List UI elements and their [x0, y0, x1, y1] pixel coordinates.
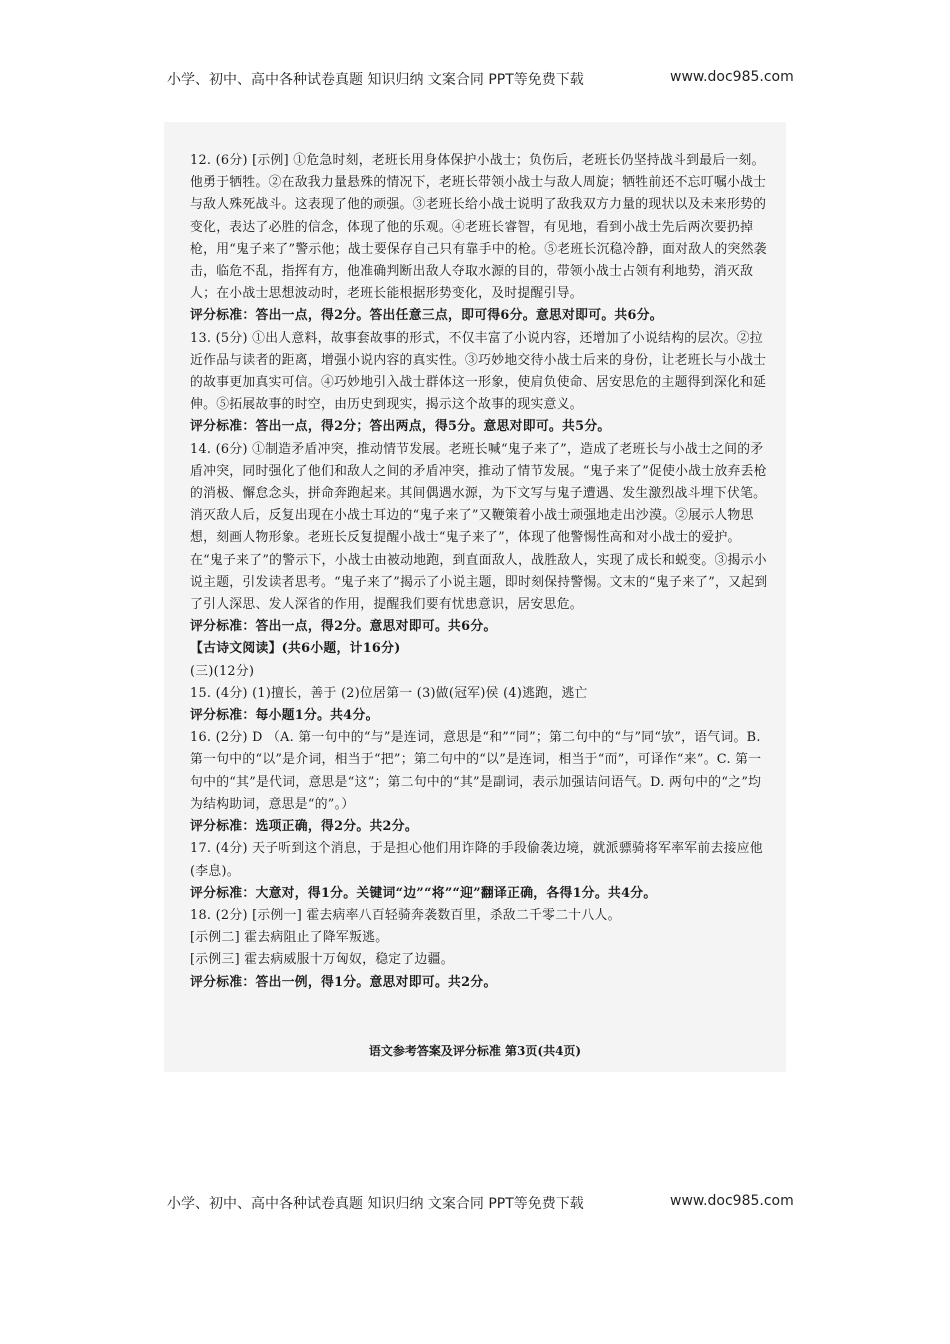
question-17: 17. (4分) 天子听到这个消息，于是担心他们用诈降的手段偷袭边境，就派骠骑将军率军前去接应他(李息)。 — [190, 841, 763, 879]
scoring-17: 评分标准：大意对，得1分。关键词“边”“将”“迎”翻译正确，各得1分。共4分。 — [190, 885, 657, 901]
question-16: 16. (2分) D （A. 第一句中的“与”是连词，意思是“和”“同”；第二句中的“与”同“欤”，语气词。B. 第一句中的“以”是介词，相当于“把”；第二句中的“以”是连词，相当于“而”，可译作“来”。C. 第一句中的“其”是代词，意思是“这”；第二句中的“其”是副词，表示加强诘问语气。D. 两句中的“之”均为结构助词，意思是“的”。） — [190, 730, 762, 812]
scoring-16: 评分标准：选项正确，得2分。共2分。 — [190, 819, 418, 835]
question-14: 14. (6分) ①制造矛盾冲突，推动情节发展。老班长喊“鬼子来了”，造成了老班长与小战士之间的矛盾冲突，同时强化了他们和敌人之间的矛盾冲突，推动了情节发展。“鬼子来了”促使小战士放弃丢枪的消极、懈怠念头，拼命奔跑起来。其间偶遇水源，为下文写与鬼子遭遇、发生激烈战斗埋下伏笔。消灭敌人后，反复出现在小战士耳边的“鬼子来了”又鞭策着小战士顽强地走出沙漠。②展示人物思想，刻画人物形象。老班长反复提醒小战士“鬼子来了”，体现了他警惕性高和对小战士的爱护。在“鬼子来了”的警示下，小战士由被动地跑，到直面敌人，战胜敌人，实现了成长和蜕变。③揭示小说主题，引发读者思考。“鬼子来了”揭示了小说主题，即时刻保持警惕。文末的“鬼子来了”，又起到了引人深思、发人深省的作用，提醒我们要有忧患意识，居安思危。 — [190, 441, 768, 613]
scoring-13: 评分标准：答出一点，得2分；答出两点，得5分。意思对即可。共5分。 — [190, 419, 611, 435]
answer-content — [190, 150, 770, 994]
page-footer: 语文参考答案及评分标准 第3页(共4页) — [368, 1044, 582, 1058]
section-title: 【古诗文阅读】(共6小题，计16分) — [190, 641, 401, 657]
question-18: 18. (2分) [示例一] 霍去病率八百轻骑奔袭数百里，杀敌二千零二十八人。 — [190, 907, 621, 923]
question-13: 13. (5分) ①出人意料，故事套故事的形式，不仅丰富了小说内容，还增加了小说结构的层次。②拉近作品与读者的距离，增强小说内容的真实性。③巧妙地交待小战士后来的身份，让老班长与小战士的故事更加真实可信。④巧妙地引入战士群体这一形象，使肩负使命、居安思危的主题得到深化和延伸。⑤拓展故事的时空，由历史到现实，揭示这个故事的现实意义。 — [190, 330, 767, 413]
scoring-12: 评分标准：答出一点，得2分。答出任意三点，即可得6分。意思对即可。共6分。 — [190, 308, 663, 324]
header-text: 小学、初中、高中各种试卷真题 知识归纳 文案合同 PPT等免费下载 — [167, 1196, 584, 1212]
scoring-14: 评分标准：答出一点，得2分。意思对即可。共6分。 — [190, 619, 497, 635]
question-15: 15. (4分) (1)擅长，善于 (2)位居第一 (3)做(冠军)侯 (4)逃跑，逃亡 — [190, 685, 588, 701]
header-url[interactable]: www.doc985.com — [670, 69, 794, 85]
question-18-example-3: [示例三] 霍去病威服十万匈奴，稳定了边疆。 — [190, 952, 454, 968]
header-url[interactable]: www.doc985.com — [670, 1193, 794, 1209]
question-12: 12. (6分) [示例] ①危急时刻，老班长用身体保护小战士；负伤后，老班长仍坚持战斗到最后一刻。他勇于牺牲。②在敌我力量悬殊的情况下，老班长带领小战士与敌人周旋；牺牲前还不忘叮嘱小战士与敌人殊死战斗。这表现了他的顽强。③老班长给小战士说明了敌我双方力量的现状以及未来形势的变化，表达了必胜的信念，体现了他的乐观。④老班长睿智，有见地，看到小战士先后两次要扔掉枪，用“鬼子来了”警示他；战士要保存自己只有靠手中的枪。⑤老班长沉稳冷静，面对敌人的突然袭击，临危不乱，指挥有方，他准确判断出敌人夺取水源的目的，带领小战士占领有利地势，消灭敌人；在小战士思想波动时，老班长能根据形势变化，及时提醒引导。 — [190, 153, 767, 302]
subsection-title: (三)(12分) — [190, 663, 255, 679]
question-18-example-2: [示例二] 霍去病阻止了降军叛逃。 — [190, 930, 389, 946]
scoring-15: 评分标准：每小题1分。共4分。 — [190, 708, 379, 724]
header-text: 小学、初中、高中各种试卷真题 知识归纳 文案合同 PPT等免费下载 — [167, 72, 584, 88]
scoring-18: 评分标准：答出一例，得1分。意思对即可。共2分。 — [190, 974, 497, 990]
